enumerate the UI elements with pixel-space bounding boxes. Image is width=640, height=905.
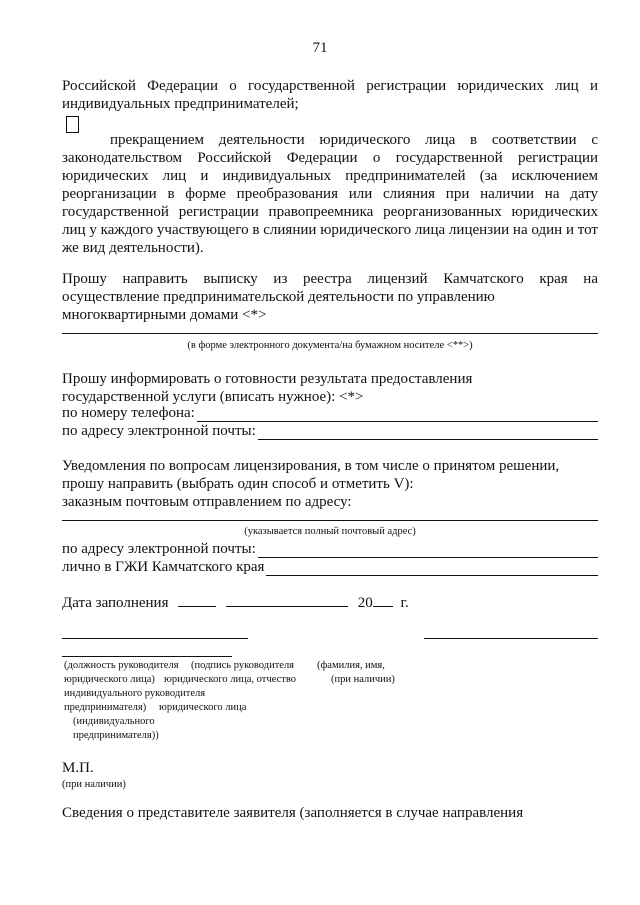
notify-email-label: по адресу электронной почты: xyxy=(62,541,256,557)
date-year-field[interactable] xyxy=(373,592,393,607)
date-day-field[interactable] xyxy=(178,592,216,607)
request-extract-line1: Прошу направить выписку из реестра лицензий Камчатского края на xyxy=(62,271,598,287)
request-extract-line3: многоквартирными домами <*> xyxy=(62,307,267,323)
sig-col2-line1: (подпись руководителя xyxy=(191,660,295,671)
checkbox-icon[interactable] xyxy=(66,116,79,133)
sig-col2-line5: предпринимателя)) xyxy=(73,730,159,741)
signature-line-right[interactable] xyxy=(424,638,598,639)
sig-col2-line3: юридического лица xyxy=(159,702,247,713)
sig-col1-line2: юридического лица) xyxy=(64,674,155,685)
para2-line6: лиц у каждого участвующего в слиянии юридического лица лицензии на один и тот xyxy=(62,222,598,238)
inform-line2: государственной услуги (вписать нужное): <*> xyxy=(62,389,364,405)
para2-line7: же вид деятельности). xyxy=(62,240,204,256)
phone-label: по номеру телефона: xyxy=(62,405,195,421)
date-row xyxy=(62,592,409,612)
stamp-label: М.П. xyxy=(62,760,94,776)
signature-line-left[interactable] xyxy=(62,638,248,639)
inform-email-row xyxy=(62,422,598,440)
sig-col1-line4: предпринимателя) xyxy=(64,702,147,713)
extract-form-line[interactable] xyxy=(62,333,598,334)
in-person-field[interactable] xyxy=(266,561,598,576)
date-label: Дата заполнения xyxy=(62,595,169,611)
notify-line3: заказным почтовым отправлением по адресу: xyxy=(62,494,352,510)
sig-col2-line4: (индивидуального xyxy=(73,716,155,727)
para2-line5: государственной регистрации правопреемника реорганизованных юридических xyxy=(62,204,598,220)
notify-line1: Уведомления по вопросам лицензирования, в том числе о принятом решении, xyxy=(62,458,560,474)
in-person-label: лично в ГЖИ Камчатского края xyxy=(62,559,265,575)
inform-email-label: по адресу электронной почты: xyxy=(62,423,256,439)
page-number: 71 xyxy=(312,40,328,56)
date-year-prefix: 20 xyxy=(357,595,373,611)
notify-email-row xyxy=(62,540,598,558)
stamp-note: (при наличии) xyxy=(62,779,126,790)
para2-line4: реорганизации в форме преобразования или слияния при наличии на дату xyxy=(62,186,598,202)
inform-email-field[interactable] xyxy=(258,425,598,440)
phone-field[interactable] xyxy=(197,407,598,422)
position-line[interactable] xyxy=(62,656,232,657)
sig-col1-line1: (должность руководителя xyxy=(64,660,179,671)
sig-col3-line1: (фамилия, имя, xyxy=(317,660,385,671)
notify-line2: прошу направить (выбрать один способ и отметить V): xyxy=(62,476,414,492)
inform-line1: Прошу информировать о готовности результата предоставления xyxy=(62,371,473,387)
sig-col3-line2: (при наличии) xyxy=(331,674,395,685)
in-person-row xyxy=(62,558,598,576)
extract-form-caption: (в форме электронного документа/на бумажном носителе <**>) xyxy=(187,340,473,351)
postal-address-line[interactable] xyxy=(62,520,598,521)
para1-line2: индивидуальных предпринимателей; xyxy=(62,96,299,112)
para1-line1: Российской Федерации о государственной регистрации юридических лиц и xyxy=(62,78,598,94)
sig-col1-line3: индивидуального руководителя xyxy=(64,688,206,699)
phone-field-row xyxy=(62,404,598,422)
request-extract-line2: осуществление предпринимательской деятельности по управлению xyxy=(62,289,495,305)
para2-line3: юридических лиц и индивидуальных предпринимателей (за исключением xyxy=(62,168,598,184)
representative-line1: Сведения о представителе заявителя (заполняется в случае направления xyxy=(62,805,524,821)
para2-line2: законодательством Российской Федерации о государственной регистрации xyxy=(62,150,598,166)
postal-address-caption: (указывается полный почтовый адрес) xyxy=(244,526,416,537)
sig-col2-line2: юридического лица, отчество xyxy=(164,674,296,685)
para2-line1: прекращением деятельности юридического лица в соответствии с xyxy=(110,132,598,148)
notify-email-field[interactable] xyxy=(258,543,598,558)
date-year-suffix: г. xyxy=(400,595,409,611)
date-month-field[interactable] xyxy=(226,592,348,607)
